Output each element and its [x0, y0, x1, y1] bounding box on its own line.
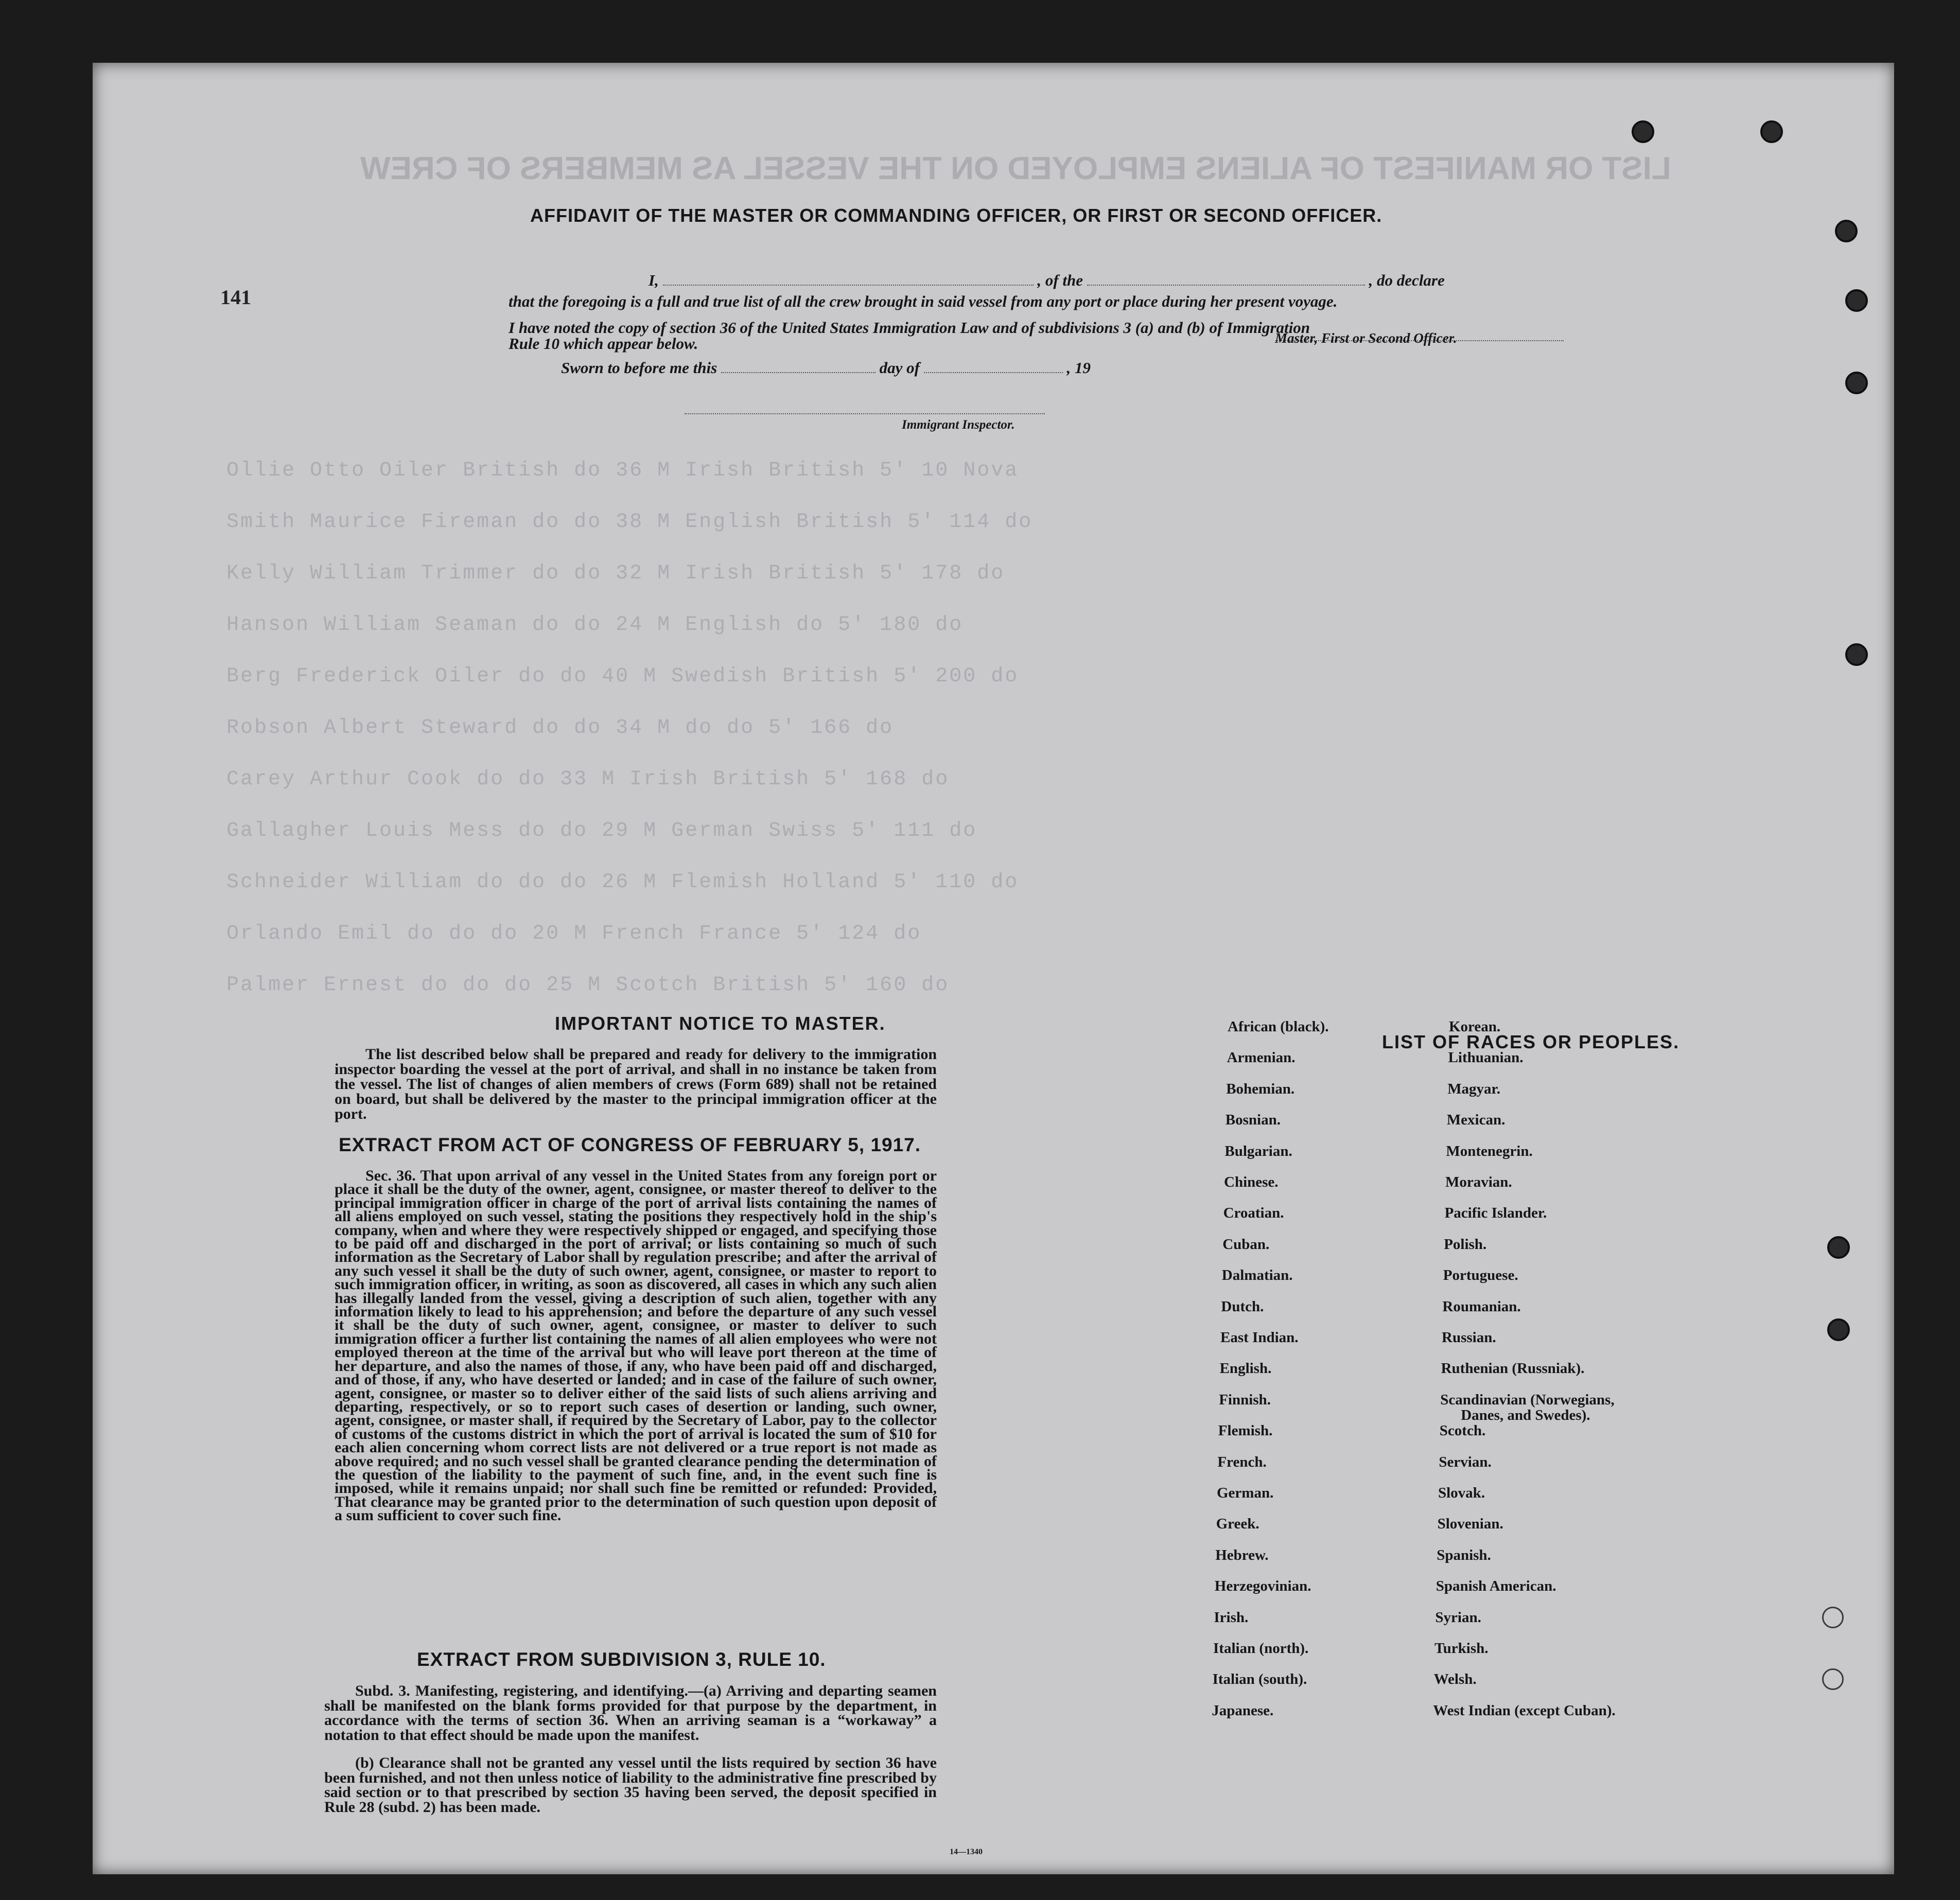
race-item: Korean.: [1449, 1018, 1501, 1035]
master-label: Master, First or Second Officer.: [1275, 330, 1457, 346]
inspector-label: Immigrant Inspector.: [902, 418, 1015, 432]
bleed-through-row: Kelly William Trimmer do do 32 M Irish British 5' 178 do: [226, 562, 1005, 585]
bleed-through-row: Orlando Emil do do do 20 M French France 5' 124 do: [226, 922, 922, 945]
race-item: Italian (north).: [1213, 1640, 1309, 1657]
bleed-through-row: Robson Albert Steward do do 34 M do do 5' 166 do: [226, 716, 894, 740]
name-blank[interactable]: [663, 284, 1034, 286]
race-item: Montenegrin.: [1446, 1142, 1533, 1159]
race-item: Cuban.: [1222, 1236, 1270, 1253]
race-item: Lithuanian.: [1448, 1049, 1524, 1066]
race-item: German.: [1217, 1485, 1274, 1501]
punch-hole: [1822, 1607, 1844, 1628]
race-item: Scandinavian (Norwegians,: [1440, 1391, 1615, 1408]
year-label: , 19: [1066, 359, 1091, 377]
race-item: Polish.: [1444, 1236, 1487, 1253]
bleed-through-row: Smith Maurice Fireman do do 38 M English British 5' 114 do: [226, 511, 1033, 534]
race-item: Pacific Islander.: [1444, 1205, 1547, 1222]
race-item: Herzegovinian.: [1214, 1578, 1311, 1595]
race-item: West Indian (except Cuban).: [1433, 1702, 1616, 1719]
act-extract-body: Sec. 36. That upon arrival of any vessel in the United States from any foreign port or place it shall be the duty of the owner, agent, consignee, or master thereof to deliver to the principal immigration officer in charge of the port of arrival lists containing the names of all aliens employed on such vessel, stating the positions they respectively hold in the ship's company, when and where they were respectively shipped or engaged, and specifying those to be paid off and discharged in the port of arrival; or lists containing so much of such information as the Secretary of Labor shall by regulation prescribe; and after the arrival of any such vessel it shall be the duty of such owner, agent, consignee, or master to report to such immigration officer, in writing, as soon as discovered, all cases in which any such alien has illegally landed from the vessel, giving a description of such alien, together with any information likely to lead to his apprehension; and before the departure of any such vessel it shall be the duty of such owner, agent, consignee, or master to deliver to such immigration officer a further list containing the names of all alien employees who were not employed thereon at the time of the arrival but who will leave port thereon at the time of her departure, and also the names of those, if any, who have been paid off and discharged, and of those, if any, who have deserted or landed; and in case of the failure of such owner, agent, consignee, or master so to deliver either of the said lists of such aliens arriving and departing, respectively, or so to report such cases of desertion or landing, such owner, agent, consignee, or master shall, if required by the Secretary of Labor, pay to the collector of customs of the customs district in which the port of arrival is located the sum of $10 for each alien concerning whom correct lists are not delivered or a true report is not made as above required; and no such vessel shall be granted clearance pending the determination of the question of the liability to the payment of such fine, and, in the event such fine is imposed, while it remains unpaid; nor shall such fine be remitted or refunded: Provided, That clearance may be granted prior to the determination of such question upon deposit of a sum sufficient to cover such fine.: [335, 1167, 937, 1524]
race-item: Chinese.: [1224, 1174, 1279, 1190]
bleed-through-row: Gallagher Louis Mess do do 29 M German Swiss 5' 111 do: [226, 819, 977, 842]
race-item: Finnish.: [1219, 1391, 1271, 1408]
race-item: Welsh.: [1433, 1671, 1477, 1688]
race-item: Japanese.: [1212, 1702, 1274, 1719]
punch-hole: [1760, 120, 1783, 143]
i-label: I,: [649, 271, 659, 289]
vessel-blank[interactable]: [1087, 284, 1365, 286]
bleed-through-row: Berg Frederick Oiler do do 40 M Swedish British 5' 200 do: [226, 665, 1019, 688]
race-item: Italian (south).: [1212, 1671, 1307, 1688]
race-item: Portuguese.: [1443, 1267, 1518, 1284]
race-item: Slovak.: [1438, 1485, 1485, 1501]
affidavit-title: AFFIDAVIT OF THE MASTER OR COMMANDING OFFICER, OR FIRST OR SECOND OFFICER.: [530, 205, 1382, 226]
margin-note: 141: [220, 286, 251, 309]
bleed-through-row: Palmer Ernest do do do 25 M Scotch British 5' 160 do: [226, 974, 950, 997]
race-item: Moravian.: [1445, 1174, 1512, 1190]
day-of-label: day of: [879, 359, 920, 377]
of-the-label: , of the: [1037, 271, 1083, 289]
punch-hole: [1845, 372, 1868, 394]
month-blank[interactable]: [924, 372, 1063, 373]
race-item: Ruthenian (Russniak).: [1441, 1360, 1585, 1377]
race-item: Bohemian.: [1226, 1080, 1295, 1097]
bleed-through-row: Schneider William do do do 26 M Flemish Holland 5' 110 do: [226, 871, 1019, 894]
race-item: Hebrew.: [1215, 1546, 1269, 1563]
race-item: Croatian.: [1223, 1205, 1284, 1222]
affidavit-line-3: I have noted the copy of section 36 of the United States Immigration Law and of subdivisions 3 (a) and (b) of Immigration: [509, 319, 1310, 337]
bleed-through-title: LIST OR MANIFEST OF ALIENS EMPLOYED ON THE VESSEL AS MEMBERS OF CREW: [360, 151, 1671, 186]
notice-title: IMPORTANT NOTICE TO MASTER.: [555, 1013, 886, 1034]
race-item: East Indian.: [1220, 1329, 1299, 1346]
sworn-label: Sworn to before me this: [561, 359, 717, 377]
bleed-through-row: Hanson William Seaman do do 24 M English do 5' 180 do: [226, 613, 964, 637]
race-item: Mexican.: [1446, 1112, 1506, 1129]
race-item: Turkish.: [1434, 1640, 1489, 1657]
form-number: 14—1340: [950, 1848, 983, 1856]
do-declare-label: , do declare: [1369, 271, 1445, 289]
race-item: Greek.: [1216, 1516, 1259, 1533]
punch-hole: [1845, 289, 1868, 312]
rule-para-b: (b) Clearance shall not be granted any vessel until the lists required by section 36 have been furnished, and not then unless notice of liability to the administrative fine prescribed by said section or to that prescribed by section 35 having been served, the deposit specified in Rule 28 (subd. 2) has been made.: [324, 1754, 937, 1816]
rule-extract-title: EXTRACT FROM SUBDIVISION 3, RULE 10.: [417, 1649, 826, 1670]
notice-body: The list described below shall be prepared and ready for delivery to the immigration inspector boarding the vessel at the port of arrival, and shall in no instance be taken from the vessel. The list of changes of alien members of crews (Form 689) shall not be retained on board, but shall be delivered by the master to the principal immigration officer at the port.: [335, 1046, 937, 1122]
race-item: Russian.: [1442, 1329, 1496, 1346]
race-item: Flemish.: [1218, 1422, 1273, 1439]
race-item: Irish.: [1214, 1609, 1249, 1626]
race-item: Dutch.: [1221, 1298, 1264, 1315]
race-item: Dalmatian.: [1221, 1267, 1293, 1284]
bleed-through-row: Ollie Otto Oiler British do 36 M Irish British 5' 10 Nova: [226, 459, 1019, 482]
race-item: Scotch.: [1439, 1422, 1486, 1439]
race-item: Bulgarian.: [1224, 1142, 1292, 1159]
race-item: Slovenian.: [1437, 1516, 1503, 1533]
race-item: Armenian.: [1227, 1049, 1296, 1066]
document-page: [93, 63, 1894, 1874]
races-title: LIST OF RACES OR PEOPLES.: [1382, 1031, 1680, 1052]
race-item: Bosnian.: [1225, 1112, 1281, 1129]
race-item: French.: [1217, 1453, 1267, 1470]
race-item: Magyar.: [1447, 1080, 1501, 1097]
race-item: African (black).: [1228, 1018, 1329, 1035]
act-extract-title: EXTRACT FROM ACT OF CONGRESS OF FEBRUARY 5, 1917.: [339, 1134, 921, 1155]
affidavit-line-4: Rule 10 which appear below.: [509, 335, 698, 353]
punch-hole: [1822, 1668, 1844, 1690]
punch-hole: [1835, 220, 1858, 242]
rule-para-a: Subd. 3. Manifesting, registering, and identifying.—(a) Arriving and departing seamen shall be manifested on the blank forms provided for that purpose by the department, in accordance with the terms of section 36. When an arriving seaman is a “workaway” a notation to that effect should be made upon the manifest.: [324, 1682, 937, 1744]
punch-hole: [1845, 643, 1868, 666]
punch-hole: [1827, 1236, 1850, 1259]
race-item: Roumanian.: [1442, 1298, 1521, 1315]
race-item: Syrian.: [1435, 1609, 1481, 1626]
affidavit-line-2: that the foregoing is a full and true list of all the crew brought in said vessel from any port or place during her present voyage.: [509, 292, 1338, 310]
punch-hole: [1827, 1318, 1850, 1341]
race-item: Spanish American.: [1436, 1578, 1556, 1595]
race-item: Spanish.: [1437, 1546, 1491, 1563]
race-item: Servian.: [1439, 1453, 1492, 1470]
inspector-signature-line[interactable]: [685, 408, 1045, 417]
race-item: Danes, and Swedes).: [1461, 1406, 1590, 1423]
day-blank[interactable]: [721, 372, 876, 373]
sworn-line: [561, 359, 1091, 377]
punch-hole: [1632, 120, 1654, 143]
race-item: English.: [1219, 1360, 1272, 1377]
bleed-through-row: Carey Arthur Cook do do 33 M Irish British 5' 168 do: [226, 768, 950, 791]
